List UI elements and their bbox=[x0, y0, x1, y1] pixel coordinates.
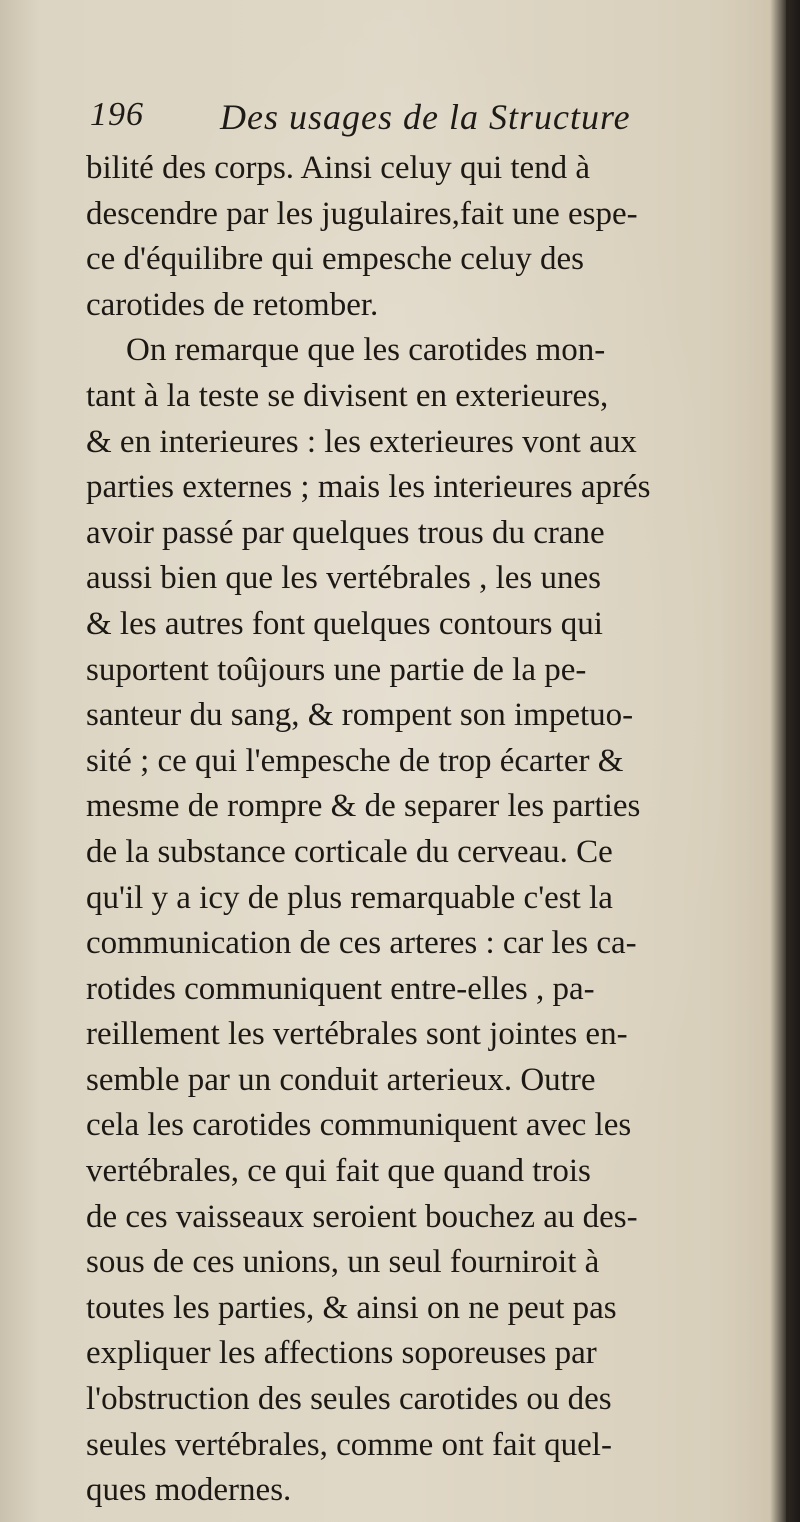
text-line: aussi bien que les vertébrales , les unes bbox=[86, 560, 602, 597]
body-text bbox=[86, 146, 756, 1514]
text-line: ques modernes. bbox=[86, 1472, 292, 1509]
text-line: santeur du sang, & rompent son impetuo- bbox=[86, 697, 634, 734]
text-line: & les autres font quelques contours qui bbox=[86, 605, 603, 642]
text-line: avoir passé par quelques trous du crane bbox=[86, 514, 605, 551]
text-line: seules vertébrales, comme ont fait quel- bbox=[86, 1426, 612, 1463]
text-line: toutes les parties, & ainsi on ne peut pas bbox=[86, 1289, 617, 1326]
page-number: 196 bbox=[90, 96, 144, 133]
running-head bbox=[90, 96, 750, 142]
text-line: de la substance corticale du cerveau. Ce bbox=[86, 833, 613, 870]
text-line: communication de ces arteres : car les ca- bbox=[86, 925, 637, 962]
text-line: de ces vaisseaux seroient bouchez au des- bbox=[86, 1198, 638, 1235]
text-line: bilité des corps. Ainsi celuy qui tend à bbox=[86, 150, 591, 186]
text-line: rotides communiquent entre-elles , pa- bbox=[86, 970, 595, 1007]
text-line: l'obstruction des seules carotides ou des bbox=[86, 1381, 612, 1418]
page-edge-shadow bbox=[786, 0, 789, 1522]
running-head-title: Des usages de la Structure bbox=[220, 97, 631, 137]
text-line: ce d'équilibre qui empesche celuy des bbox=[86, 241, 584, 278]
text-line: cela les carotides communiquent avec les bbox=[86, 1107, 632, 1144]
text-line: sité ; ce qui l'empesche de trop écarter & bbox=[86, 742, 624, 779]
text-line: carotides de retomber. bbox=[86, 286, 379, 323]
text-line: suportent toûjours une partie de la pe- bbox=[86, 651, 587, 688]
text-line: mesme de rompre & de separer les parties bbox=[86, 788, 641, 825]
text-line: qu'il y a icy de plus remarquable c'est la bbox=[86, 879, 613, 916]
text-line: sous de ces unions, un seul fourniroit à bbox=[86, 1244, 600, 1281]
text-line: & en interieures : les exterieures vont aux bbox=[86, 423, 637, 460]
text-line: vertébrales, ce qui fait que quand trois bbox=[86, 1153, 591, 1190]
text-line: descendre par les jugulaires,fait une espe- bbox=[86, 195, 638, 232]
text-line: parties externes ; mais les interieures aprés bbox=[86, 469, 651, 506]
text-line: tant à la teste se divisent en exterieures, bbox=[86, 377, 609, 414]
text-line: semble par un conduit arterieux. Outre bbox=[86, 1061, 596, 1098]
text-line: On remarque que les carotides mon- bbox=[126, 332, 606, 369]
text-line: reillement les vertébrales sont jointes en- bbox=[86, 1016, 628, 1053]
text-line: expliquer les affections soporeuses par bbox=[86, 1335, 597, 1372]
